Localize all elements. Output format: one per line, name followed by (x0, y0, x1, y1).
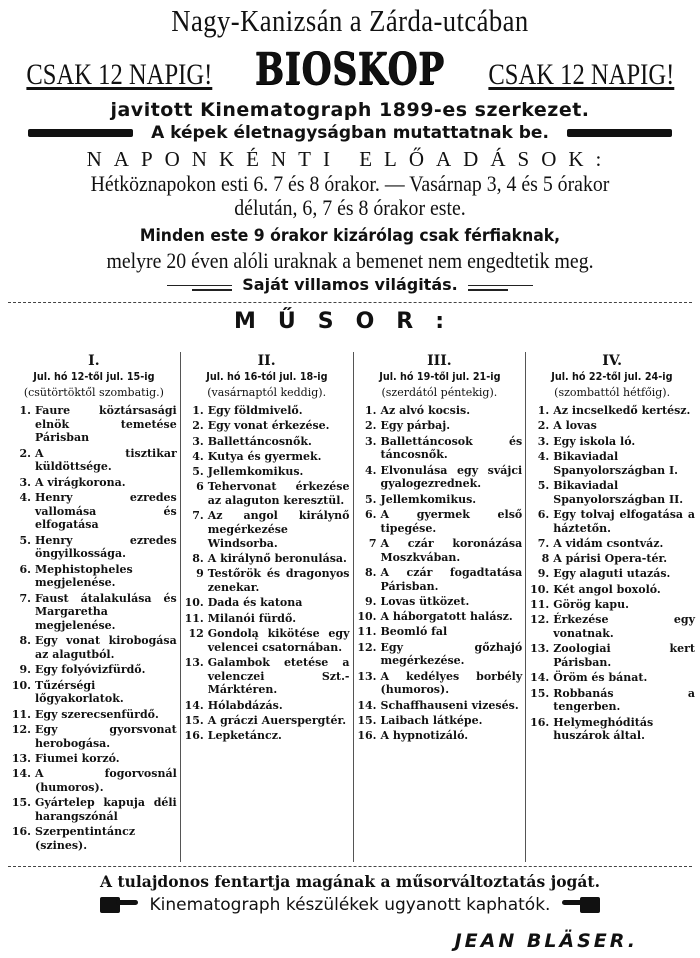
film-title: Mephistopheles megjelenése. (35, 562, 133, 590)
film-item (357, 699, 523, 713)
film-number: 15. (11, 796, 31, 810)
film-title: Faure köztársasági elnök temetése Párisban (35, 404, 177, 445)
film-title: Egy gyorsvonat herobogása. (35, 723, 177, 750)
film-title: Helymeghóditás huszárok által. (553, 715, 654, 743)
film-title: Egy vonat kirobogása az alagutból. (35, 634, 177, 662)
programme-column-2 (180, 352, 353, 862)
film-number: 10. (530, 582, 550, 596)
film-title: Gondolą kikötése egy velencei csatornában. (207, 627, 350, 654)
column-dates: Jul. hó 22-től jul. 24-ig (551, 371, 673, 383)
film-item (184, 656, 350, 697)
film-item (11, 404, 177, 445)
film-item (529, 583, 695, 597)
column-days: (szombattól hétfőig). (554, 386, 671, 399)
divider (8, 866, 692, 867)
film-number: 1. (192, 404, 204, 417)
film-number: 7. (192, 509, 204, 523)
film-title: Bikaviadal Spanyolországban II. (553, 478, 684, 506)
film-number: 4. (192, 449, 204, 463)
film-number: 3. (19, 475, 31, 489)
film-title: Henry ezredes öngyilkossága. (35, 533, 177, 561)
film-number: 5. (537, 478, 550, 492)
film-title: Két angol boxoló. (553, 582, 661, 596)
film-item (357, 493, 523, 507)
film-number: 16. (11, 825, 31, 839)
film-title: A lovas (553, 419, 597, 433)
programme-columns (8, 352, 698, 862)
film-number: 13. (530, 642, 550, 656)
film-item (184, 567, 350, 594)
film-number: 14. (530, 671, 550, 685)
film-item (184, 419, 350, 433)
film-item (184, 404, 350, 418)
film-item (184, 465, 350, 479)
film-item (357, 464, 523, 491)
film-title: A fogorvosnál (humoros). (35, 767, 177, 794)
pointing-hand-left-icon (560, 897, 600, 913)
programme-change-notice: A tulajdonos fentartja magának a műsorváltoztatás jogát. (100, 872, 600, 891)
film-number: 9. (537, 567, 550, 581)
slogan-left: CSAK 12 NAPIG! (26, 58, 212, 91)
daily-shows-heading: NAPONKÉNTI ELŐADÁSOK: (86, 147, 614, 171)
electric-lighting-line (0, 274, 700, 296)
programme-column-1 (8, 352, 180, 862)
film-number: 13. (357, 669, 377, 683)
film-number: 12 (188, 627, 204, 641)
film-item (529, 642, 695, 669)
film-title: A gráczi Auerspergtér. (207, 714, 347, 728)
film-number: 2. (537, 419, 550, 433)
film-title: Fiumei korzó. (35, 752, 120, 765)
film-number: 11. (184, 611, 204, 625)
film-title: Henry ezredes vallomása és elfogatása (35, 491, 177, 532)
film-item (529, 479, 695, 506)
film-number: 3. (365, 434, 377, 448)
film-number: 4. (537, 449, 550, 463)
film-title: A párisi Opera-tér. (553, 552, 668, 566)
film-number: 10. (11, 678, 31, 692)
film-item (184, 596, 350, 610)
film-title: Egy szerecsenfürdő. (35, 707, 159, 721)
film-title: Tűzérségi lőgyakorlatok. (35, 678, 124, 706)
film-number: 12. (357, 640, 377, 654)
film-title: Tehervonat érkezése az alaguton keresztül. (207, 480, 350, 508)
film-item (184, 627, 350, 654)
column-days: (szerdától péntekig). (381, 386, 498, 399)
life-size-line (0, 122, 700, 144)
film-title: Bikaviadal Spanyolországban I. (553, 449, 678, 477)
film-title: A czár fogadtatása Párisban. (380, 565, 523, 593)
film-number: 1. (19, 404, 31, 417)
film-item (357, 404, 523, 418)
film-item (184, 450, 350, 464)
electric-lighting-text: Saját villamos világitás. (242, 275, 458, 294)
film-item (11, 708, 177, 722)
film-item (529, 671, 695, 685)
column-number: II. (257, 353, 276, 369)
film-number: 2. (365, 419, 377, 433)
column-dates: Jul. hó 16-tól jul. 18-ig (205, 371, 328, 383)
film-item (529, 552, 695, 566)
film-item (357, 419, 523, 433)
film-title: A gyermek első tipegése. (380, 507, 523, 535)
programme-column-3 (353, 352, 526, 862)
film-item (11, 723, 177, 750)
film-number: 2. (192, 419, 204, 433)
film-title: Az incselkedő kertész. (553, 404, 691, 417)
film-number: 8. (192, 552, 204, 566)
film-number: 14. (357, 698, 377, 712)
film-item (11, 476, 177, 490)
film-number: 5. (192, 465, 204, 479)
film-item (529, 687, 695, 714)
film-list (184, 404, 350, 743)
film-item (529, 404, 695, 418)
film-item (357, 670, 523, 697)
film-item (11, 534, 177, 561)
film-number: 8 (541, 552, 550, 566)
film-item (11, 563, 177, 590)
pointing-hand-right-icon (100, 897, 140, 913)
column-number: IV. (602, 353, 623, 369)
film-number: 10. (184, 596, 204, 610)
film-number: 13. (184, 656, 204, 670)
film-number: 7. (19, 591, 31, 605)
film-item (529, 613, 695, 640)
film-item (529, 716, 695, 743)
film-title: A királynő beronulása. (207, 552, 347, 566)
film-title: Jellemkomikus. (380, 492, 477, 506)
programme-column-4 (525, 352, 698, 862)
film-number: 9. (19, 663, 31, 677)
location-heading: Nagy-Kanizsán a Zárda-utcában (171, 3, 529, 38)
film-title: Egy alaguti utazás. (553, 567, 671, 581)
film-number: 3. (192, 434, 204, 448)
film-item (529, 435, 695, 449)
film-item (11, 825, 177, 852)
film-item (11, 752, 177, 766)
film-item (357, 729, 523, 743)
film-number: 7. (537, 536, 550, 550)
film-title: A háborgatott halász. (380, 610, 513, 624)
film-number: 11. (357, 625, 377, 639)
film-item (357, 595, 523, 609)
film-title: Egy tolvaj elfogatása a háztetőn. (553, 507, 695, 535)
film-title: A kedélyes borbély (humoros). (380, 669, 523, 697)
film-title: Kutya és gyermek. (207, 449, 322, 463)
film-title: A czár koronázása Moszkvában. (380, 536, 523, 564)
film-title: Ballettáncosnők. (207, 434, 312, 448)
film-number: 10. (357, 610, 377, 624)
film-title: Lepketáncz. (207, 729, 282, 743)
decorative-bar (28, 129, 133, 137)
film-title: Robbanás a tengerben. (553, 686, 695, 714)
film-item (184, 714, 350, 728)
title-banner (0, 44, 700, 95)
devices-available-text: Kinematograph készülékek ugyanott kaphatók. (149, 895, 551, 915)
film-title: Egy földmivelő. (207, 404, 303, 417)
film-title: Egy gőzhajó megérkezése. (380, 640, 523, 668)
film-number: 6. (537, 507, 550, 521)
film-number: 5. (19, 533, 31, 547)
film-item (11, 796, 177, 823)
film-item (529, 537, 695, 551)
film-number: 12. (530, 613, 550, 627)
programme-title: MŰSOR: (233, 309, 467, 334)
film-title: Zoologiai kert Párisban. (553, 642, 695, 670)
film-item (357, 537, 523, 564)
film-item (184, 552, 350, 566)
film-list (11, 404, 177, 853)
film-title: Laibach látképe. (380, 714, 483, 728)
film-title: Érkezése egy vonatnak. (553, 613, 695, 641)
film-title: Egy folyóvizfürdő. (35, 663, 146, 677)
column-number: I. (88, 353, 100, 369)
film-item (357, 566, 523, 593)
film-title: Egy iskola ló. (553, 434, 636, 448)
column-number: III. (427, 353, 452, 369)
film-item (11, 491, 177, 532)
film-title: Öröm és bánat. (553, 671, 648, 685)
decorative-double-rule (468, 285, 533, 286)
showtimes-line-1: Hétköznapokon esti 6. 7 és 8 órakor. — Vasárnap 3, 4 és 5 órakor (90, 171, 610, 196)
age-restriction-notice: melyre 20 éven alóli uraknak a bemenet nem engedtetik meg. (106, 248, 594, 273)
column-days: (csütörtöktől szombatig.) (23, 386, 164, 399)
film-item (184, 612, 350, 626)
film-number: 16. (357, 729, 377, 743)
film-number: 6 (196, 480, 204, 494)
film-number: 1. (365, 404, 377, 417)
film-list (357, 404, 523, 743)
showtimes-line-2: délután, 6, 7 és 8 órakor este. (234, 195, 466, 220)
film-item (357, 435, 523, 462)
film-title: A virágkorona. (35, 475, 126, 489)
film-number: 11. (530, 598, 550, 612)
film-item (529, 508, 695, 535)
column-dates: Jul. hó 19-től jul. 21-ig (378, 371, 501, 383)
men-only-notice: Minden este 9 órakor kizárólag csak férfiaknak, (139, 226, 561, 246)
film-number: 2. (19, 446, 31, 460)
film-item (11, 663, 177, 677)
film-title: Gyártelep kapuja déli harangszónál (35, 796, 177, 823)
film-title: Jellemkomikus. (207, 465, 304, 479)
film-item (11, 767, 177, 794)
film-number: 14. (184, 698, 204, 712)
film-item (184, 480, 350, 507)
film-title: A tisztikar küldöttsége. (35, 446, 177, 474)
film-number: 1. (537, 404, 550, 417)
film-title: Dada és katona (207, 596, 303, 610)
film-list (529, 404, 695, 743)
film-title: A hypnotizáló. (380, 729, 469, 743)
film-title: Egy párbaj. (380, 419, 451, 433)
film-item (357, 714, 523, 728)
film-item (529, 567, 695, 581)
devices-available-line (0, 894, 700, 916)
film-title: Ballettáncosok és táncosnők. (380, 434, 523, 462)
film-item (184, 509, 350, 550)
film-number: 8. (19, 634, 31, 648)
film-number: 15. (530, 686, 550, 700)
film-number: 15. (184, 714, 204, 728)
film-item (357, 508, 523, 535)
film-title: Schaffhauseni vizesés. (380, 698, 519, 712)
film-item (529, 598, 695, 612)
film-item (184, 435, 350, 449)
film-title: A vidám csontváz. (553, 536, 664, 550)
film-item (11, 592, 177, 633)
film-number: 8. (365, 565, 377, 579)
film-title: Görög kapu. (553, 598, 629, 612)
film-title: Elvonulása egy svájci gyalogezrednek. (380, 463, 523, 491)
film-number: 14. (11, 767, 31, 781)
film-number: 11. (11, 707, 31, 721)
film-item (11, 634, 177, 661)
film-item (529, 450, 695, 477)
film-item (184, 729, 350, 743)
film-title: Hólabdázás. (207, 698, 283, 712)
film-number: 7 (368, 536, 377, 550)
film-title: Lovas ütközet. (380, 594, 470, 608)
film-title: Galambok etetése a velenczei Szt.-Márktéren. (207, 656, 350, 697)
film-number: 12. (11, 723, 31, 736)
film-item (11, 679, 177, 706)
film-item (357, 625, 523, 639)
film-item (184, 699, 350, 713)
slogan-right: CSAK 12 NAPIG! (488, 58, 674, 91)
film-number: 9. (365, 594, 377, 608)
film-number: 6. (19, 562, 31, 576)
film-title: Egy vonat érkezése. (207, 419, 330, 433)
film-number: 15. (357, 714, 377, 728)
film-title: Milanói fürdő. (207, 611, 297, 625)
decorative-bar (567, 129, 672, 137)
film-number: 16. (530, 715, 550, 729)
improved-apparatus-line: javitott Kinematograph 1899-es szerkezet. (110, 99, 590, 121)
film-title: Testőrök és dragonyos zenekar. (207, 567, 350, 595)
film-item (357, 610, 523, 624)
column-dates: Jul. hó 12-től jul. 15-ig (33, 371, 155, 383)
divider (8, 302, 692, 303)
life-size-text: A képek életnagyságban mutattatnak be. (151, 123, 549, 143)
film-title: Az alvó kocsis. (380, 404, 471, 417)
film-number: 6. (365, 507, 377, 521)
film-item (529, 419, 695, 433)
film-number: 4. (19, 491, 31, 504)
film-number: 9 (196, 567, 204, 581)
film-number: 4. (365, 463, 377, 477)
film-title: Beomló fal (380, 625, 448, 639)
brand-title: BIOSKOP (255, 44, 445, 95)
film-item (357, 641, 523, 668)
film-number: 5. (365, 492, 377, 506)
film-title: Szerpentintáncz (szines). (35, 825, 136, 852)
film-title: Faust átalakulása és Margaretha megjelenése. (35, 591, 177, 633)
film-number: 3. (537, 434, 550, 448)
film-item (11, 447, 177, 474)
film-title: Az angol királynő megérkezése Windsorba. (207, 509, 350, 550)
film-number: 16. (184, 729, 204, 743)
film-number: 13. (11, 752, 31, 765)
decorative-double-rule (167, 285, 232, 286)
column-days: (vasárnaptól keddig). (207, 386, 327, 399)
proprietor-signature: JEAN BLÄSER. (454, 930, 638, 952)
